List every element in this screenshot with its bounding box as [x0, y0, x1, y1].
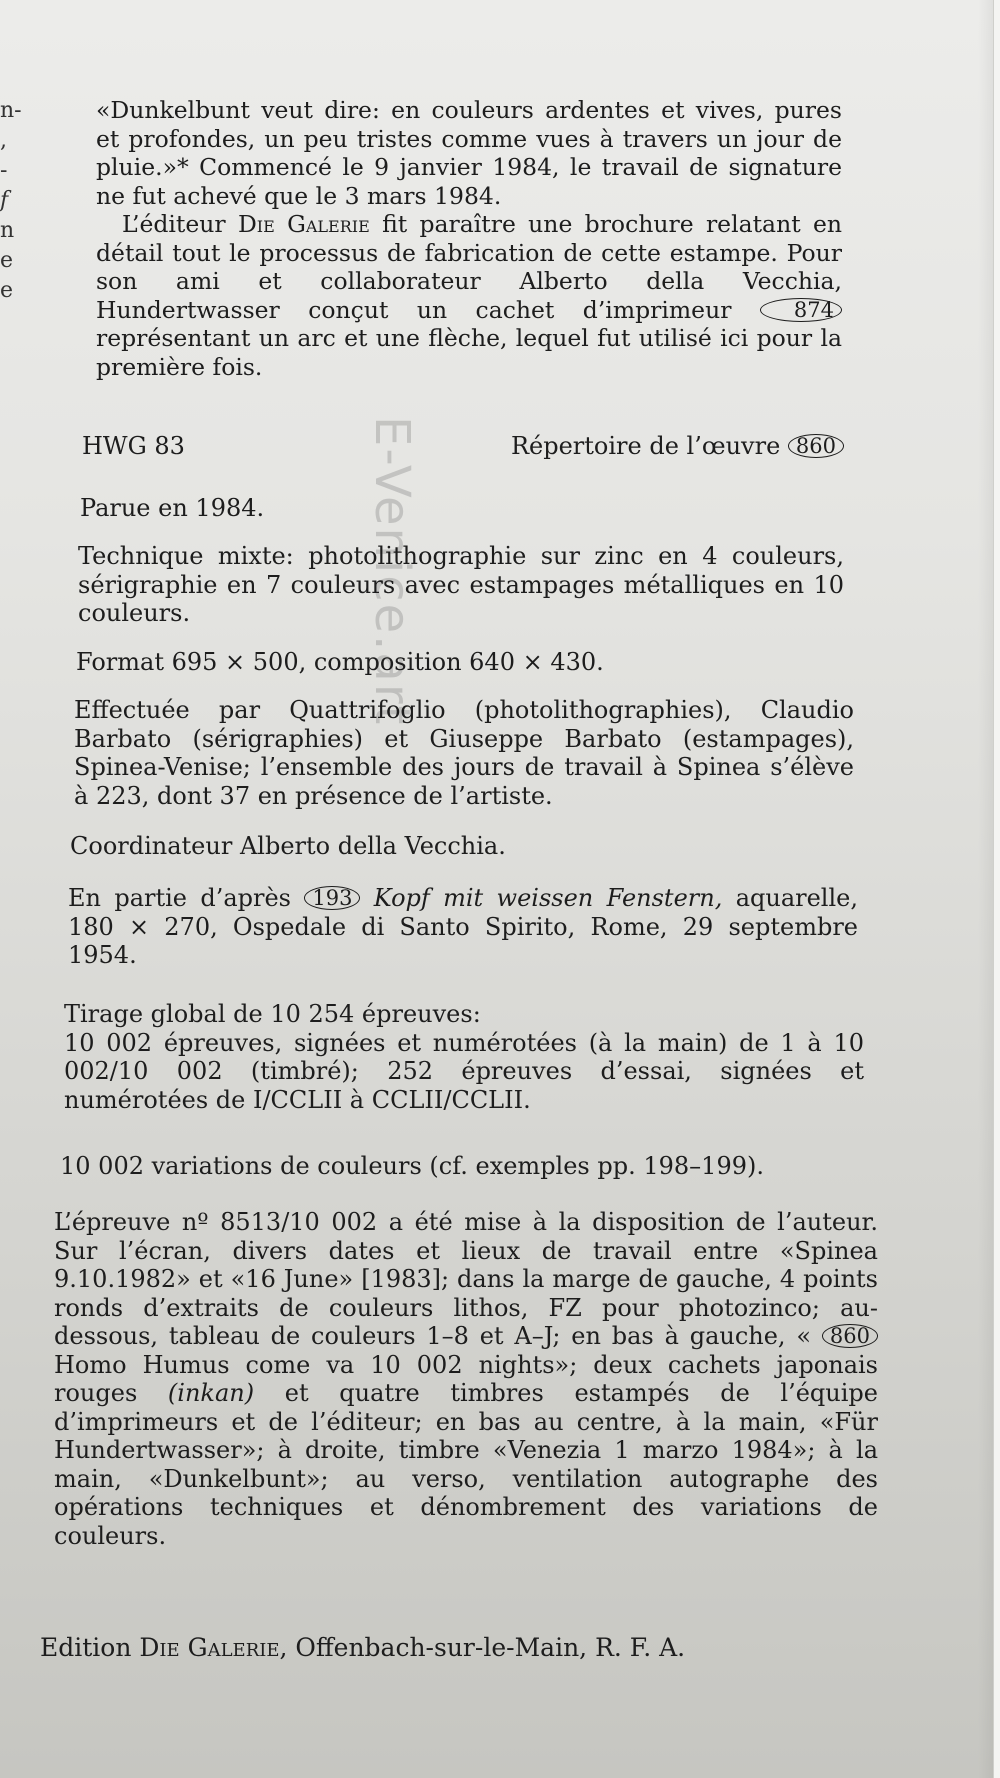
margin-fragment: f [0, 188, 9, 213]
left-margin-fragments [0, 96, 24, 306]
edition-pre: Edition [40, 1633, 140, 1662]
parue-text [80, 494, 840, 523]
margin-fragment: n [0, 218, 15, 243]
variations-text [60, 1152, 860, 1181]
intro-p2-pre: L’éditeur [122, 210, 238, 238]
repertoire-label: Répertoire de l’œuvre [510, 432, 788, 460]
margin-fragment: e [0, 278, 14, 303]
tirage-line-2: 10 002 épreuves, signées et numérotées (à la main) de 1 à 10 002/10 002 (timbré); 252 épreuves d’essai, signées et numérotées de I/CCLII à CCLII/CCLII. [64, 1028, 864, 1114]
epreuve-paragraph [54, 1208, 878, 1550]
epreuve-inkan: (inkan) [167, 1379, 255, 1407]
apres-paragraph [68, 884, 858, 970]
coordinateur-text [70, 832, 850, 861]
publisher-name: Die Galerie [237, 210, 370, 238]
technique-paragraph: Technique mixte: photolithographie sur zinc en 4 couleurs, sérigraphie en 7 couleurs avec estampages métalliques en 10 couleurs. [78, 542, 844, 627]
repertoire-ref [511, 430, 844, 462]
format-line: Format 695 × 500, composition 640 × 430. [76, 648, 604, 676]
edition-line [40, 1634, 840, 1663]
page-edge [993, 0, 1000, 1778]
apres-pre: En partie d’après [68, 884, 305, 912]
tirage-line-1: Tirage global de 10 254 épreuves: [64, 1000, 481, 1028]
parue-line: Parue en 1984. [80, 494, 265, 522]
artwork-title: Kopf mit weissen Fenstern, [373, 884, 723, 912]
epreuve-text [54, 1208, 878, 1550]
intro-paragraph-2 [96, 210, 842, 381]
variations-line: 10 002 variations de couleurs (cf. exemples pp. 198–199). [60, 1152, 764, 1180]
apres-ref-badge: 193 [304, 886, 360, 910]
format-text [76, 648, 842, 677]
margin-fragment: , [0, 128, 7, 153]
edition-text [40, 1634, 840, 1663]
watermark-text: E-Venice.art [364, 416, 420, 727]
intro-text [96, 96, 842, 381]
margin-fragment: e [0, 248, 14, 273]
edition-publisher: Die Galerie [139, 1633, 280, 1662]
edition-post: , Offenbach-sur-le-Main, R. F. A. [279, 1633, 686, 1662]
coordinateur-line: Coordinateur Alberto della Vecchia. [70, 832, 506, 860]
epreuve-pre: L’épreuve nº 8513/10 002 a été mise à la disposition de l’auteur. Sur l’écran, divers dates et lieux de travail entre «Spinea 9.10.1982» et «16 June» [1983]; dans la marge de gauche, 4 points ronds d’extraits de couleurs lithos, FZ pour photozinco; au-dessous, tableau de couleurs 1–8 et A–J; en bas à gauche, « [54, 1208, 878, 1350]
apres-post: aquarelle, 180 × 270, Ospedale di Santo Spirito, Rome, 29 septembre 1954. [68, 884, 858, 969]
intro-p2-post: représentant un arc et une flèche, lequel fut utilisé ici pour la première fois. [96, 324, 842, 381]
technique-text [78, 542, 844, 628]
entry-header [82, 430, 844, 462]
margin-fragment: - [0, 158, 8, 183]
epreuve-post: et quatre timbres estampés de l’équipe d’imprimeurs et de l’éditeur; en bas au centre, à la main, «Für Hundertwasser»; à droite, timbre «Venezia 1 marzo 1984»; à la main, «Dunkelbunt»; au verso, ventilation autographe des opérations techniques et dénombrement des variations de couleurs. [54, 1379, 878, 1550]
catalogue-ref-badge: 874 [760, 298, 842, 322]
effectuee-paragraph: Effectuée par Quattrifoglio (photolithographies), Claudio Barbato (sérigraphies) et Giuseppe Barbato (estampages), Spinea-Venise; l’ensemble des jours de travail à Spinea s’élève à 223, dont 37 en présence de l’artiste. [74, 696, 854, 810]
apres-text [68, 884, 858, 970]
effectuee-text [74, 696, 854, 810]
intro-p2-mid: fit paraître une brochure relatant en détail tout le processus de fabrication de cette estampe. Pour son ami et collaborateur Alberto della Vecchia, Hundertwasser conçut un cachet d’imprimeur [96, 210, 842, 324]
margin-fragment: n- [0, 98, 22, 123]
intro-paragraph-1: «Dunkelbunt veut dire: en couleurs ardentes et vives, pures et profondes, un peu tristes comme vues à travers un jour de pluie.»* Commencé le 9 janvier 1984, le travail de signature ne fut achevé que le 3 mars 1984. [96, 96, 842, 210]
hwg-number: HWG 83 [82, 432, 185, 460]
epreuve-ref-badge: 860 [822, 1324, 878, 1348]
repertoire-ref-badge: 860 [788, 434, 844, 458]
tirage-text [64, 1000, 864, 1114]
epreuve-mid: Homo Humus come va 10 002 nights»; deux cachets japonais rouges [54, 1350, 878, 1407]
